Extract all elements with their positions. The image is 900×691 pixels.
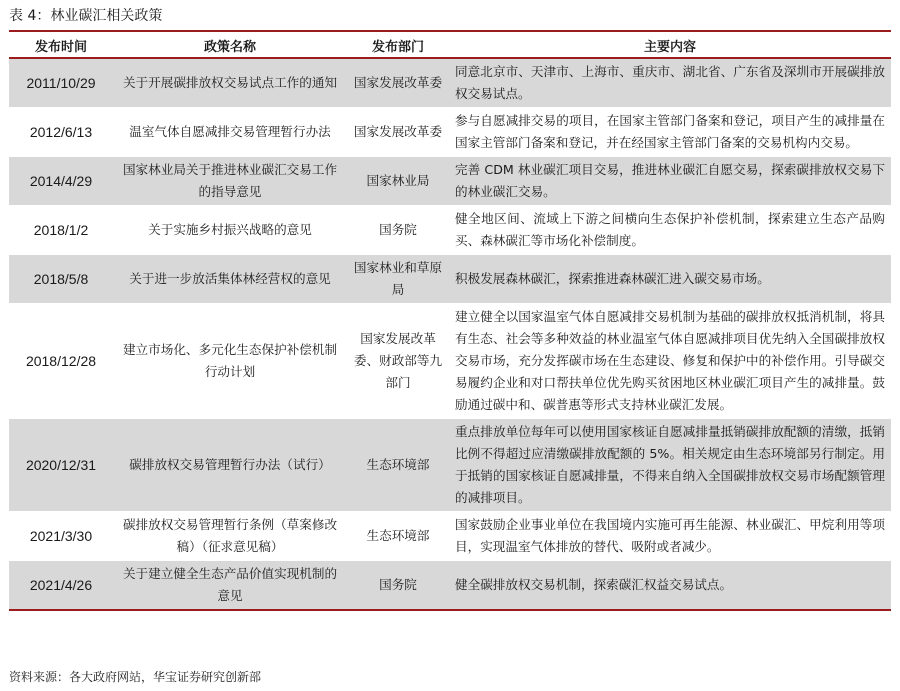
cell-dept: 国家发展改革委 xyxy=(347,108,449,157)
cell-date: 2014/4/29 xyxy=(9,157,113,206)
cell-dept: 国家发展改革委 xyxy=(347,58,449,108)
cell-policy: 国家林业局关于推进林业碳汇交易工作的指导意见 xyxy=(113,157,347,206)
cell-date: 2018/1/2 xyxy=(9,206,113,255)
cell-content: 参与自愿减排交易的项目，在国家主管部门备案和登记，项目产生的减排量在国家主管部门备案和登记，并在经国家主管部门备案的交易机构内交易。 xyxy=(449,108,891,157)
cell-dept: 国家发展改革委、财政部等九部门 xyxy=(347,304,449,419)
cell-content: 健全地区间、流域上下游之间横向生态保护补偿机制，探索建立生态产品购买、森林碳汇等市场化补偿制度。 xyxy=(449,206,891,255)
cell-content: 同意北京市、天津市、上海市、重庆市、湖北省、广东省及深圳市开展碳排放权交易试点。 xyxy=(449,58,891,108)
table-row xyxy=(9,561,891,611)
cell-content: 完善 CDM 林业碳汇项目交易，推进林业碳汇自愿交易，探索碳排放权交易下的林业碳汇交易。 xyxy=(449,157,891,206)
cell-date: 2018/12/28 xyxy=(9,304,113,419)
cell-policy: 碳排放权交易管理暂行办法（试行） xyxy=(113,419,347,512)
cell-policy: 建立市场化、多元化生态保护补偿机制行动计划 xyxy=(113,304,347,419)
cell-dept: 国务院 xyxy=(347,206,449,255)
cell-date: 2018/5/8 xyxy=(9,255,113,304)
title-divider xyxy=(9,30,891,32)
cell-dept: 生态环境部 xyxy=(347,512,449,561)
table-header-row xyxy=(9,33,891,58)
policy-table xyxy=(9,33,891,611)
cell-policy: 关于实施乡村振兴战略的意见 xyxy=(113,206,347,255)
cell-content: 积极发展森林碳汇，探索推进森林碳汇进入碳交易市场。 xyxy=(449,255,891,304)
table-row xyxy=(9,304,891,419)
header-dept: 发布部门 xyxy=(347,33,449,58)
cell-policy: 温室气体自愿减排交易管理暂行办法 xyxy=(113,108,347,157)
cell-content: 国家鼓励企业事业单位在我国境内实施可再生能源、林业碳汇、甲烷利用等项目，实现温室气体排放的替代、吸附或者减少。 xyxy=(449,512,891,561)
header-policy: 政策名称 xyxy=(113,33,347,58)
table-row xyxy=(9,108,891,157)
cell-content: 重点排放单位每年可以使用国家核证自愿减排量抵销碳排放配额的清缴，抵销比例不得超过应清缴碳排放配额的 5%。相关规定由生态环境部另行制定。用于抵销的国家核证自愿减排量，不得来自纳入全国碳排放权交易市场配额管理的减排项目。 xyxy=(449,419,891,512)
table-title: 表 4：林业碳汇相关政策 xyxy=(9,8,163,24)
cell-date: 2021/4/26 xyxy=(9,561,113,611)
cell-dept: 生态环境部 xyxy=(347,419,449,512)
table-row xyxy=(9,419,891,512)
cell-policy: 关于进一步放活集体林经营权的意见 xyxy=(113,255,347,304)
cell-content: 健全碳排放权交易机制，探索碳汇权益交易试点。 xyxy=(449,561,891,611)
header-date: 发布时间 xyxy=(9,33,113,58)
cell-date: 2011/10/29 xyxy=(9,58,113,108)
cell-dept: 国务院 xyxy=(347,561,449,611)
table-row xyxy=(9,58,891,108)
cell-date: 2012/6/13 xyxy=(9,108,113,157)
source-note: 资料来源：各大政府网站，华宝证券研究创新部 xyxy=(9,670,262,684)
cell-date: 2021/3/30 xyxy=(9,512,113,561)
cell-date: 2020/12/31 xyxy=(9,419,113,512)
header-content: 主要内容 xyxy=(449,33,891,58)
cell-content: 建立健全以国家温室气体自愿减排交易机制为基础的碳排放权抵消机制，将具有生态、社会等多种效益的林业温室气体自愿减排项目优先纳入全国碳排放权交易市场，充分发挥碳市场在生态建设、修复和保护中的补偿作用。引导碳交易履约企业和对口帮扶单位优先购买贫困地区林业碳汇项目产生的减排量。鼓励通过碳中和、碳普惠等形式支持林业碳汇发展。 xyxy=(449,304,891,419)
table-row xyxy=(9,157,891,206)
cell-dept: 国家林业局 xyxy=(347,157,449,206)
cell-policy: 碳排放权交易管理暂行条例（草案修改稿）（征求意见稿） xyxy=(113,512,347,561)
table-row xyxy=(9,206,891,255)
table-row xyxy=(9,512,891,561)
table-row xyxy=(9,255,891,304)
cell-policy: 关于开展碳排放权交易试点工作的通知 xyxy=(113,58,347,108)
cell-dept: 国家林业和草原局 xyxy=(347,255,449,304)
cell-policy: 关于建立健全生态产品价值实现机制的意见 xyxy=(113,561,347,611)
